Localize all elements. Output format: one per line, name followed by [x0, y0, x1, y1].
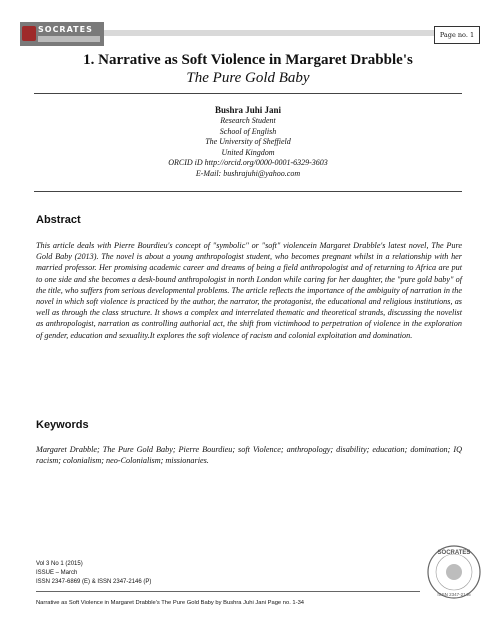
- title-line-2: The Pure Gold Baby: [186, 70, 310, 86]
- page-number-box: [434, 26, 480, 44]
- issue-month: ISSUE – March: [36, 570, 78, 576]
- keywords-heading: Keywords: [36, 419, 89, 431]
- journal-logo: [20, 22, 104, 46]
- abstract-text: This article deals with Pierre Bourdieu's concept of "symbolic" or "soft" violencein Margaret Drabble's latest novel, The Pure Gold Baby (2013). The novel is about a young anthropologist student, who becomes pregnant whilst in a relationship with her married professor. Her promising academic career and dreams of being a field anthropologist and of returning to Africa are put to one side and she becomes a desk-bound anthropologist in north London while caring for her daughter, the "pure gold baby" of the title, who suffers from serious developmental problems. The article reflects the importance of the ambiguity of narration in the novel in which soft violence is practiced by the author, the narrator, the protagonist, the educational and religious institutions, as well as through the class structure. It shows a complex and interrelated thematic and theoretical strands, discussing the novelist as anthropologist, narration as controlling authorial act, the shift from victimhood to perpetration of violence in the exploration of gender, education and sexuality.It explores the soft violence of racism and colonial exploitation and domination.: [36, 241, 462, 340]
- journal-header: [20, 22, 480, 46]
- article-title: [30, 51, 466, 87]
- logo-strip: [38, 36, 100, 42]
- logo-emblem-icon: [22, 26, 36, 41]
- seal-top-text: SOCRATES: [437, 550, 471, 556]
- keywords-text: Margaret Drabble; The Pure Gold Baby; Pierre Bourdieu; soft Violence; anthropology; disability; education; domination; IQ racism; colonialism; neo-Colonialism; missionaries.: [36, 445, 462, 466]
- section-rule: [34, 191, 462, 192]
- header-divider: [104, 30, 434, 36]
- issue-volume: Vol 3 No 1 (2015): [36, 561, 83, 567]
- journal-seal-icon: [426, 544, 482, 600]
- issue-issn: ISSN 2347-6869 (E) & ISSN 2347-2146 (P): [36, 579, 152, 585]
- author-name: Bushra Juhi Jani: [214, 105, 282, 115]
- seal-bottom-text: ISSN 2347-2146: [437, 592, 471, 597]
- logo-text: SOCRATES: [38, 25, 93, 34]
- author-email[interactable]: E-Mail: bushrajuhi@yahoo.com: [195, 168, 301, 178]
- author-role: Research Student: [220, 116, 276, 125]
- title-line-1: 1. Narrative as Soft Violence in Margaret Drabble's: [83, 52, 413, 68]
- author-orcid[interactable]: ORCID iD http://orcid.org/0000-0001-6329-3603: [168, 158, 328, 167]
- author-country: United Kingdom: [221, 147, 275, 157]
- author-block: [100, 104, 396, 179]
- author-school: School of English: [219, 126, 277, 136]
- running-footer: Narrative as Soft Violence in Margaret Drabble's The Pure Gold Baby by Bushra Juhi Jani Page no. 1-34: [36, 600, 305, 606]
- footer-rule: [36, 591, 420, 592]
- title-rule: [34, 93, 462, 94]
- page-number: Page no. 1: [439, 31, 475, 39]
- abstract-heading: Abstract: [36, 214, 81, 226]
- issue-info: [36, 560, 151, 587]
- author-university: The University of Sheffield: [205, 137, 291, 146]
